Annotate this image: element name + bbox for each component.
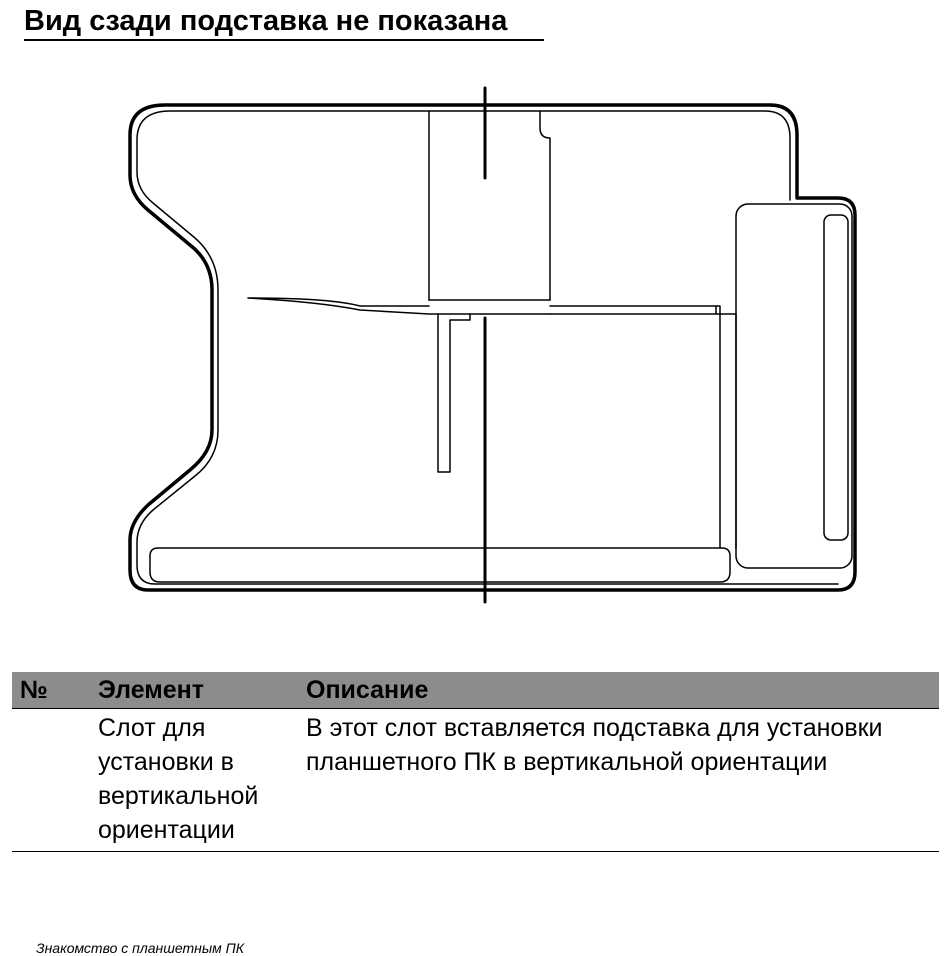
table-header-row (12, 672, 939, 709)
component-table (12, 672, 939, 852)
header-description: Описание (298, 672, 939, 709)
side-block (736, 204, 852, 568)
row-number (12, 709, 80, 852)
table-row (12, 709, 939, 852)
upper-middle-panel-edge (540, 111, 550, 300)
header-number: № (12, 672, 80, 709)
tablet-inner-outline (137, 111, 838, 584)
page-title: Вид сзади подставка не показана (24, 4, 544, 41)
slot-band (248, 298, 736, 314)
vertical-slot (438, 314, 470, 472)
row-description: В этот слот вставляется подставка для установки планшетного ПК в вертикальной ориентации (298, 709, 939, 852)
row-element: Слот для установки в вертикальной ориентации (80, 709, 298, 852)
slot-band-right (550, 306, 720, 314)
header-element: Элемент (80, 672, 298, 709)
lower-right-panel-edge (720, 314, 736, 548)
page-footer: Знакомство с планшетным ПК (36, 940, 245, 956)
side-button-strip (824, 215, 848, 540)
tablet-outer-outline (130, 105, 855, 590)
bottom-rail (150, 548, 730, 582)
